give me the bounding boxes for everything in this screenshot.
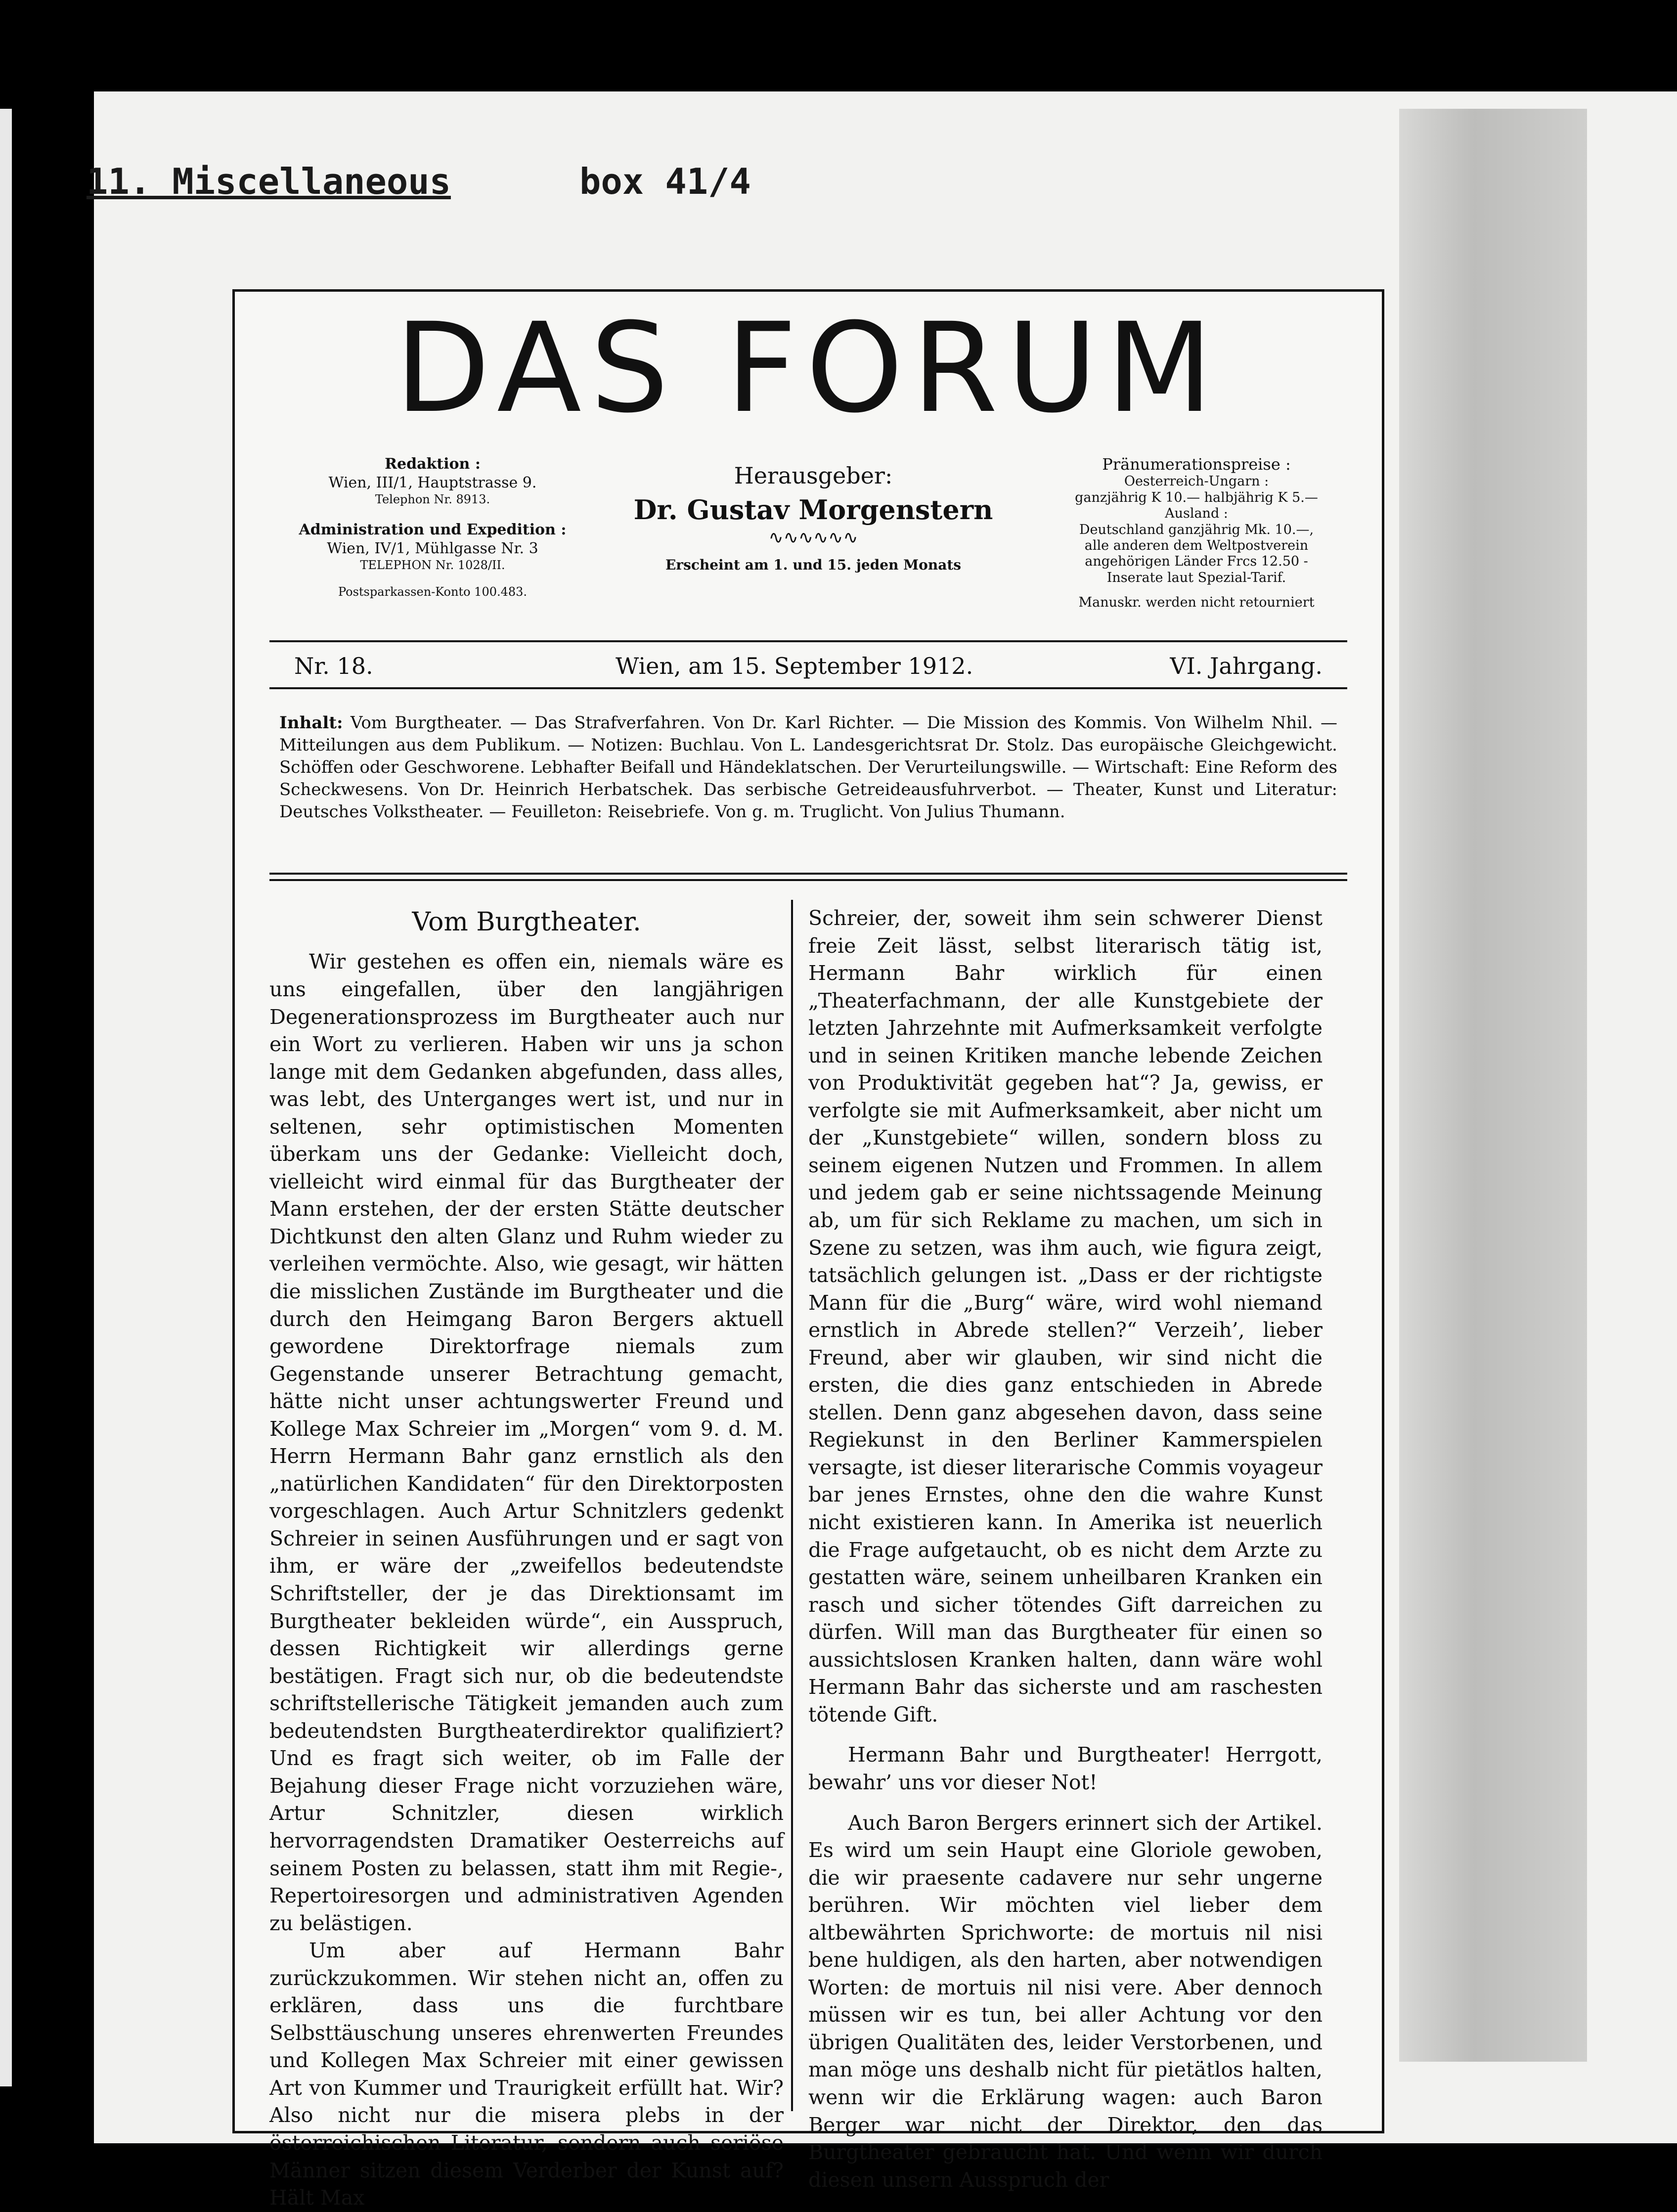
issue-date: Wien, am 15. September 1912. — [616, 653, 973, 679]
film-edge-strip — [0, 109, 12, 2086]
contents-rule-double — [269, 879, 1347, 881]
herausgeber-block — [611, 462, 1016, 573]
preise-line7: Inserate laut Spezial-Tarif. — [1106, 570, 1286, 585]
preise-line5: alle anderen dem Weltpostverein — [1084, 537, 1309, 553]
article-paragraph: Auch Baron Bergers erinnert sich der Artikel. Es wird um sein Haupt eine Gloriole gewoben, die wir praesente cadavere nur sehr ungerne berühren. Wir möchten viel lieber dem altbewährten Sprichworte: de mortuis nil nisi bene huldigen, als den harten, aber notwendigen Worten: de mortuis nil nisi vere. Aber dennoch müssen wir es tun, bei aller Achtung vor den übrigen Qualitäten des, leider Verstorbenen, und man möge uns deshalb nicht für pietätlos halten, wenn wir die Erklärung wagen: auch Baron Berger war nicht der Direktor, den das Burgtheater gebraucht hat. Und wenn wir durch diesen unsern Ausspruch der — [808, 1811, 1323, 2192]
preise-line8: Manuskr. werden nicht retourniert — [1078, 595, 1315, 611]
administration-address: Wien, IV/1, Mühlgasse Nr. 3 — [327, 539, 538, 557]
contents-rule — [269, 873, 1347, 875]
administration-heading: Administration und Expedition : — [299, 521, 567, 538]
erscheint-line: Erscheint am 1. und 15. jeden Monats — [665, 557, 962, 573]
catalog-box: box 41/4 — [579, 161, 751, 202]
preise-block — [1016, 455, 1377, 611]
preise-line2: ganzjährig K 10.— halbjährig K 5.— — [1075, 489, 1318, 505]
issue-volume: VI. Jahrgang. — [1170, 653, 1323, 679]
issue-rule — [269, 687, 1347, 689]
article-paragraph: Um aber auf Hermann Bahr zurückzukommen. Wir stehen nicht an, offen zu erklären, dass uns die furchtbare Selbsttäuschung unseres ehrenwerten Freundes und Kollegen Max Schreier mit einer gewissen Art von Kummer und Traurigkeit erfüllt hat. Wir? Also nicht nur die misera plebs in der österreichischen Literatur, sondern auch seriöse Männer sitzen diesem Verderber der Kunst auf? Hält Max — [269, 1939, 784, 2210]
inhalt-text: Vom Burgtheater. — Das Strafverfahren. Von Dr. Karl Richter. — Die Mission des Kommis. Von Wilhelm Nhil. — Mitteilungen aus dem Publikum. — Notizen: Buchlau. Von L. Landesgerichtsrat Dr. Stolz. Das europäische Gleichgewicht. Schöffen oder Geschworene. Lebhafter Beifall und Händeklatschen. Der Verurteilungswille. — Wirtschaft: Eine Reform des Scheckwesens. Von Dr. Heinrich Herbatschek. Das serbische Getreideausfuhrverbot. — Theater, Kunst und Literatur: Deutsches Volkstheater. — Feuilleton: Reisebriefe. Von g. m. Truglicht. Von Julius Thumann. — [279, 713, 1337, 822]
herausgeber-label: Herausgeber: — [734, 462, 893, 489]
catalog-label — [87, 161, 751, 202]
masthead-rule — [269, 640, 1347, 642]
article-paragraph: Schreier, der, soweit ihm sein schwerer Dienst freie Zeit lässt, selbst literarisch tätig ist, Hermann Bahr wirklich für einen „Theaterfachmann, der alle Kunstgebiete der letzten Jahrzehnte mit Aufmerksamkeit verfolgte und in seinen Kritiken manche lebende Zeichen von Produktivität gegeben hat“? Ja, gewiss, er verfolgte sie mit Aufmerksamkeit, aber nicht um der „Kunstgebiete“ willen, sondern bloss zu seinem eigenen Nutzen und Frommen. In allem und jedem gab er seine nichtssagende Meinung ab, um für sich Reklame zu machen, um sich in Szene zu setzen, was ihm auch, wie figura zeigt, tatsächlich gelungen ist. „Dass er der richtigste Mann für die „Burg“ wäre, wird wohl niemand ernstlich in Abrede stellen?“ Verzeih’, lieber Freund, aber wir glauben, wir sind nicht die ersten, die dies ganz entschieden in Abrede stellen. Denn ganz abgesehen davon, dass seine Regiekunst in den Berliner Kammerspielen versagte, ist dieser literarische Commis voyageur bar jenes Ernstes, ohne den die wahre Kunst nicht existieren kann. In Amerika ist neuerlich die Frage aufgetaucht, ob es nicht dem Arzte zu gestatten wäre, seinem unheilbaren Kranken ein rasch und sicher tötendes Gift darreichen zu dürfen. Will man das Burgtheater für einen so aussichtslosen Kranken halten, dann wäre wohl Hermann Bahr das sicherste und am raschesten tötende Gift. — [808, 906, 1323, 1726]
preise-line1: Oesterreich-Ungarn : — [1124, 474, 1269, 489]
redaktion-telephone: Telephon Nr. 8913. — [375, 492, 490, 506]
preise-line6: angehörigen Länder Frcs 12.50 - — [1085, 554, 1308, 570]
article-paragraph: Hermann Bahr und Burgtheater! Herrgott, bewahr’ uns vor dieser Not! — [808, 1743, 1323, 1794]
issue-number: Nr. 18. — [294, 653, 373, 679]
preise-heading: Pränumerationspreise : — [1102, 455, 1291, 474]
redaktion-block — [255, 455, 611, 599]
redaktion-address: Wien, III/1, Hauptstrasse 9. — [328, 474, 537, 491]
paper-shadow — [1399, 109, 1587, 2062]
table-of-contents — [279, 712, 1337, 823]
postsparkasse-account: Postsparkassen-Konto 100.483. — [338, 585, 528, 599]
newspaper-clipping — [232, 289, 1384, 2210]
issue-row — [294, 653, 1323, 687]
redaktion-heading: Redaktion : — [385, 455, 481, 473]
masthead-title: DAS FORUM — [395, 296, 1222, 440]
ornament-divider: ∿∿∿∿∿∿ — [768, 528, 858, 548]
herausgeber-name: Dr. Gustav Morgenstern — [633, 494, 993, 526]
inhalt-label: Inhalt: — [279, 713, 343, 733]
preise-line3: Ausland : — [1165, 506, 1228, 522]
preise-line4: Deutschland ganzjährig Mk. 10.—, — [1079, 522, 1314, 537]
administration-telephone: TELEPHON Nr. 1028/II. — [360, 558, 505, 572]
article-title: Vom Burgtheater. — [412, 907, 641, 937]
article-paragraph: Wir gestehen es offen ein, niemals wäre es uns eingefallen, über den langjährigen Degenerationsprozess im Burgtheater auch nur ein Wort zu verlieren. Haben wir uns ja schon lange mit dem Gedanken abgefunden, dass alles, was lebt, des Unterganges wert ist, und nur in seltenen, sehr optimistischen Momenten überkam uns der Gedanke: Vielleicht doch, vielleicht wird einmal für das Burgtheater der Mann erstehen, der der ersten Stätte deutscher Dichtkunst den alten Glanz und Ruhm wieder zu verleihen vermöchte. Also, wie gesagt, wir hätten die misslichen Zustände im Burgtheater und die durch den Heimgang Baron Bergers aktuell gewordene Direktorfrage niemals zum Gegenstande unserer Betrachtung gemacht, hätte nicht unser achtungswerter Freund und Kollege Max Schreier im „Morgen“ vom 9. d. M. Herrn Hermann Bahr ganz ernstlich als den „natürlichen Kandidaten“ für den Direktorposten vorgeschlagen. Auch Artur Schnitzlers gedenkt Schreier in seinen Ausführungen und er sagt von ihm, er wäre der „zweifellos bedeutendste Schriftsteller, der je das Direktionsamt im Burgtheater bekleiden würde“, ein Ausspruch, dessen Richtigkeit wir allerdings gerne bestätigen. Fragt sich nur, ob die bedeutendste schriftstellerische Tätigkeit jemanden auch zum bedeutendsten Burgtheaterdirektor qualifiziert? Und es fragt sich weiter, ob im Falle der Bejahung dieser Frage nicht vorzuziehen wäre, Artur Schnitzler, diesen wirklich hervorragendsten Dramatiker Oesterreichs auf seinem Posten zu belassen, statt ihm mit Regie-, Repertoiresorgen und administrativen Agenden zu belästigen. — [269, 950, 784, 1935]
column-divider — [791, 900, 793, 2111]
article-column-2 — [808, 905, 1323, 2194]
article-column-1 — [269, 905, 784, 2212]
catalog-series: 11. Miscellaneous — [87, 161, 451, 202]
